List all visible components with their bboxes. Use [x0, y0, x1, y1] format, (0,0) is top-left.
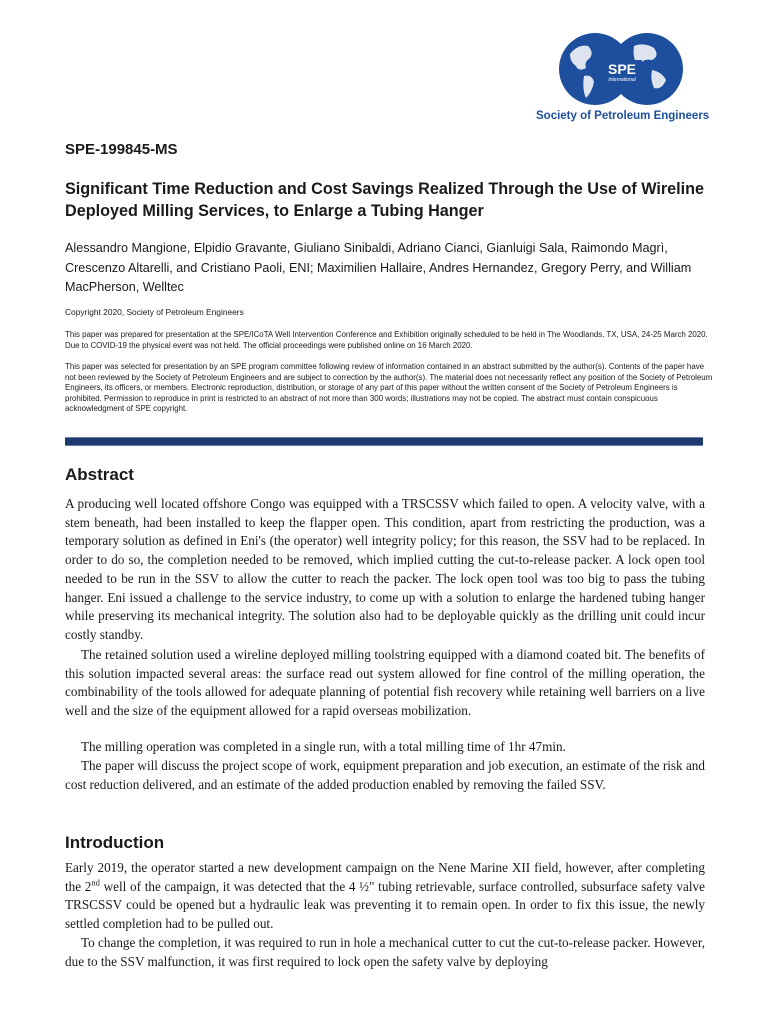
selection-notice: This paper was selected for presentation by an SPE program committee following review of information contained in an abstract submitted by the author(s). Contents of the paper have not been reviewed by the Society of Petroleum Engineers and are subject to correction by the author(s). The material does not necessarily reflect any position of the Society of Petroleum Engineers, its officers, or members. Electronic reproduction, distribution, or storage of any part of this paper without the written consent of the Society of Petroleum Engineers is prohibited. Permission to reproduce in print is restricted to an abstract of not more than 300 words; illustrations may not be copied. The abstract must contain conspicuous acknowledgment of SPE copyright.: [65, 362, 713, 414]
abstract-paragraph: The milling operation was completed in a single run, with a total milling time of 1hr 47min.: [81, 739, 566, 754]
abstract-paragraph: A producing well located offshore Congo was equipped with a TRSCSSV which failed to open. A velocity valve, with a stem beneath, had been installed to keep the flapper open. This condition, apart from restricting the production, was a temporary solution as defined in Eni's (the operator) well integrity policy; for this reason, the SSV had to be replaced. In order to do so, the completion needed to be removed, which implied cutting the cut-to-release packer. A lock open tool needed to be run in the SSV to allow the cutter to reach the packer. The lock open tool was too big to pass the tubing hanger. Eni issued a challenge to the service industry, to come up with a solution to enlarge the hardened tubing hanger while preserving its mechanical integrity. The solution also had to be deployable quickly as the drilling unit could incur costly standby.: [65, 496, 705, 642]
globe-icon: [556, 30, 686, 108]
copyright-notice: Copyright 2020, Society of Petroleum Engineers: [65, 307, 244, 317]
intro-text-end: well of the campaign, it was detected that the 4 ½" tubing retrievable, surface controlled, subsurface safety valve TRSCSSV could be opened but a hydraulic leak was preventing it to remain open. In order to fix this issue, the newly settled completion had to be pulled out.: [65, 878, 705, 932]
intro-text-start: Early 2019, the operator started a new development campaign on the Nene Marine XII field, however, after completing the 2: [65, 860, 705, 894]
presentation-notice: This paper was prepared for presentation at the SPE/ICoTA Well Intervention Conference and Exhibition originally scheduled to be held in The Woodlands, TX, USA, 24-25 March 2020. Due to COVID-19 the physical event was not held. The official proceedings were published online on 16 March 2020.: [65, 330, 708, 350]
logo-subtext: International: [608, 77, 636, 83]
abstract-paragraph: The retained solution used a wireline deployed milling toolstring equipped with a diamond coated bit. The benefits of this solution impacted several areas: the surface read out system allowed for fine control of the milling operation, the combinability of the tools allowed for adequate planning of potential fish recovery while retaining well barriers on a live well and the size of the equipment allowed for a rapid overseas mobilization.: [65, 647, 705, 719]
abstract-paragraph: The paper will discuss the project scope of work, equipment preparation and job execution, an estimate of the risk and cost reduction delivered, and an estimate of the added production enabled by removing the failed SSV.: [65, 758, 705, 792]
spe-logo: [536, 30, 710, 126]
introduction-paragraph: To change the completion, it was required to run in hole a mechanical cutter to cut the cut-to-release packer. However, due to the SSV malfunction, it was first required to lock open the safety valve by deploying: [65, 935, 705, 969]
introduction-paragraph: [65, 859, 705, 934]
paper-title: Significant Time Reduction and Cost Savings Realized Through the Use of Wireline Deployed Milling Services, to Enlarge a Tubing Hanger: [65, 180, 705, 220]
logo-text: SPE: [607, 61, 637, 77]
header-divider: [65, 437, 703, 446]
author-list: Alessandro Mangione, Elpidio Gravante, Giuliano Sinibaldi, Adriano Cianci, Gianluigi Sala, Raimondo Magrì, Crescenzo Altarelli, and Cristiano Paoli, ENI; Maximilien Hallaire, Andres Hernandez, Gregory Perry, and William MacPherson, Welltec: [65, 241, 692, 294]
paper-id: SPE-199845-MS: [65, 141, 178, 158]
society-name: Society of Petroleum Engineers: [536, 110, 710, 122]
abstract-heading: Abstract: [65, 465, 134, 484]
introduction-heading: Introduction: [65, 833, 165, 852]
ordinal-superscript: nd: [91, 877, 100, 888]
